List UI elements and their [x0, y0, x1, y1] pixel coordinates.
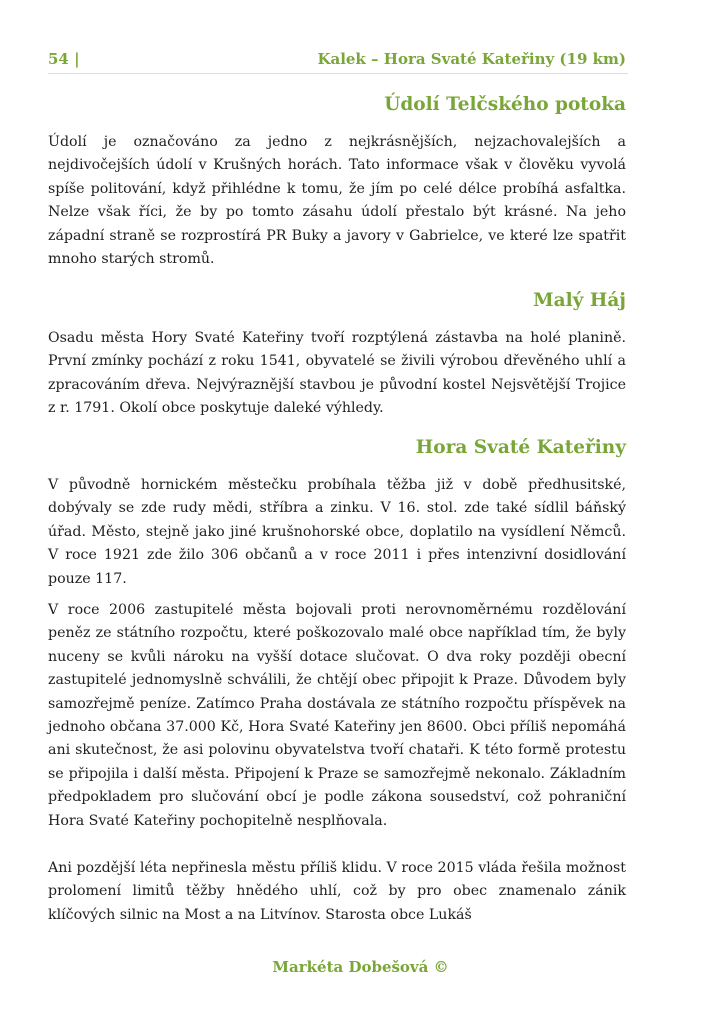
paragraph-maly-haj: Osadu města Hory Svaté Kateřiny tvoří rozptýlená zástavba na holé planině. První zmínky pochází z roku 1541, obyvatelé se živili výrobou dřevěného uhlí a zpracováním dřeva. Nejvýraznější stavbou je původní kostel Nejsvětější Trojice z r. 1791. Okolí obce poskytuje daleké výhledy.: [48, 330, 626, 417]
page-footer-author: Markéta Dobešová ©: [272, 958, 449, 976]
paragraph-hora-1: V původně hornickém městečku probíhala těžba již v době předhusitské, dobývaly se zde rudy mědi, stříbra a zinku. V 16. stol. zde také sídlil báňský úřad. Město, stejně jako jiné krušnohorské obce, doplatilo na vysídlení Němců. V roce 1921 zde žilo 306 občanů a v roce 2011 i přes intenzivní dosidlování pouze 117.: [48, 477, 626, 587]
paragraph-hora-2: V roce 2006 zastupitelé města bojovali proti nerovnoměrnému rozdělování peněz ze státního rozpočtu, které poškozovalo malé obce například tím, že byly nuceny se kvůli nároku na vyšší dotace slučovat. O dva roky později obecní zastupitelé jednomyslně schválili, že chtějí obec připojit k Praze. Důvodem byly samozřejmě peníze. Zatímco Praha dostávala ze státního rozpočtu příspěvek na jednoho občana 37.000 Kč, Hora Svaté Kateřiny jen 8600. Obci příliš nepomáhá ani skutečnost, že asi polovinu obyvatelstva tvoří chataři. K této formě protestu se připojila i další města. Připojení k Praze se samozřejmě nekonalo. Základním předpokladem pro slučování obcí je podle zákona sousedství, což pohraniční Hora Svaté Kateřiny pochopitelně nesplňovala.: [48, 602, 626, 829]
page-header: [48, 50, 626, 72]
section-heading-maly-haj: Malý Háj: [533, 290, 626, 311]
chapter-title: Kalek – Hora Svaté Kateřiny (19 km): [317, 50, 626, 68]
section-heading-udoli: Údolí Telčského potoka: [384, 94, 626, 115]
paragraph-hora-3: Ani pozdější léta nepřinesla městu příliš klidu. V roce 2015 vláda řešila možnost prolomení limitů těžby hnědého uhlí, což by pro obec znamenalo zánik klíčových silnic na Most a na Litvínov. Starosta obce Lukáš: [48, 860, 626, 923]
header-divider: [48, 73, 628, 74]
paragraph-udoli: Údolí je označováno za jedno z nejkrásnějších, nejzachovalejších a nejdivočejších údolí v Krušných horách. Tato informace však v člověku vyvolá spíše politování, když přihlédne k tomu, že jím po celé délce probíhá asfaltka. Nelze však říci, že by po tomto zásahu údolí přestalo být krásné. Na jeho západní straně se rozprostírá PR Buky a javory v Gabrielce, ve které lze spatřit mnoho starých stromů.: [48, 134, 626, 268]
section-heading-hora: Hora Svaté Kateřiny: [415, 437, 626, 458]
page-number: 54 |: [48, 50, 80, 68]
